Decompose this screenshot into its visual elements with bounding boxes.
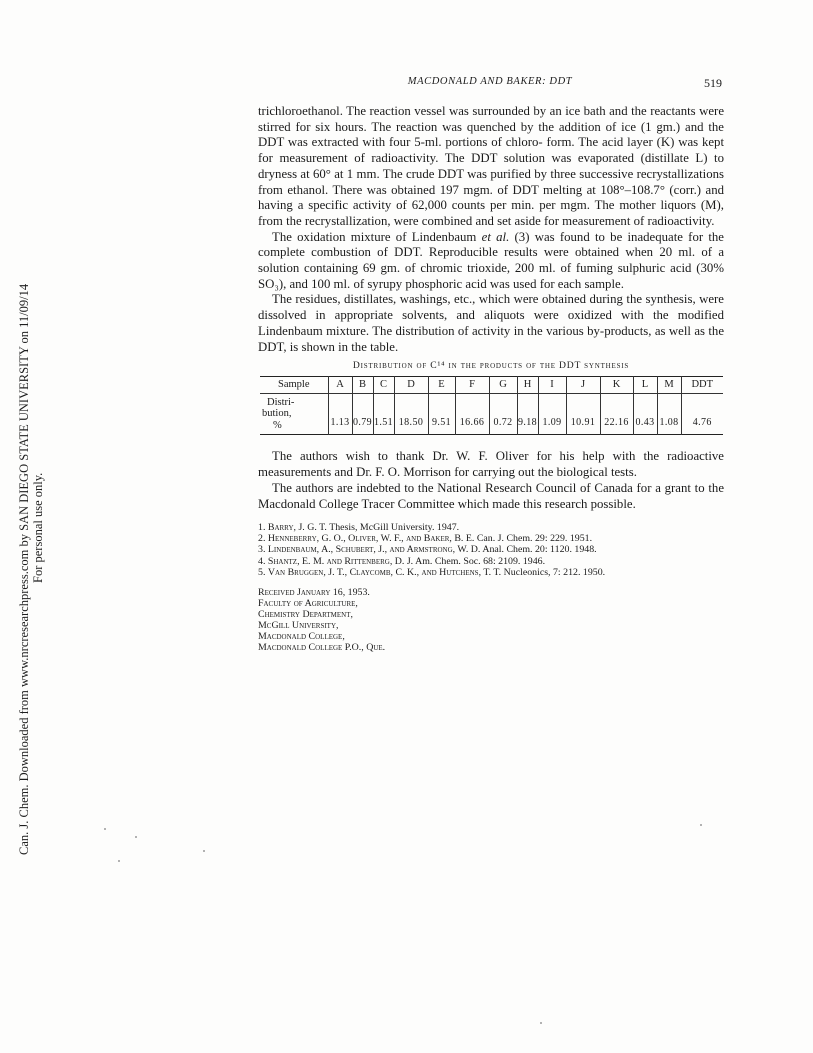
header-cell: D: [394, 377, 428, 394]
value-cell: 0.79: [352, 393, 373, 435]
header-cell: DDT: [681, 377, 723, 394]
reference-number: 5.: [258, 566, 266, 578]
received-date: Received January 16, 1953.: [258, 586, 370, 598]
download-notice: [17, 215, 47, 855]
row-label-line: bution,: [262, 408, 292, 420]
scan-speck: [203, 850, 205, 852]
paragraph-procedure: trichloroethanol. The reaction vessel was surrounded by an ice bath and the reactants were stirred for six hours. The reaction was quenched by the addition of ice (1 gm.) and the DDT was extracted with four 5-ml. portions of chloro- form. The acid layer (K) was kept for measurement of radioactivity. The DDT solution was evaporated (distillate L) to dryness at 60° at 1 mm. The crude DDT was purified by three successive recrystallizations from ethanol. There was obtained 197 mgm. of DDT melting at 108°–108.7° (corr.) and having a specific activity of 62,000 counts per min. per mgm. The mother liquors (M), from the recrystallization, were combined and set aside for measurement of radioactivity.: [258, 104, 724, 228]
paragraph-acknowledgment-2: The authors are indebted to the National Research Council of Canada for a grant to the Macdonald College Tracer Committee which made this research possible.: [258, 480, 724, 511]
reference-item: [258, 567, 724, 578]
download-notice-line-1: Can. J. Chem. Downloaded from www.nrcresearchpress.com by SAN DIEGO STATE UNIVERSITY on 11/09/14: [17, 283, 31, 855]
oxidation-text-end: (3) was found to be inadequate for the complete combustion of DDT. Reproducible results were obtained when 20 ml. of a solution containing 69 gm. of chromic trioxide, 200 ml. of fuming sulphuric acid (30% SO₃), and 100 ml. of syrupy phosphoric acid was used for each sample.: [258, 229, 724, 291]
reference-author: Lindenbaum, A., Schubert, J., and Armstrong, W. D.: [267, 544, 481, 556]
article-body: [258, 104, 724, 653]
value-cell: 1.51: [373, 393, 394, 435]
affiliation-line: Faculty of Agriculture,: [258, 597, 358, 609]
value-cell: 4.76: [681, 393, 723, 435]
reference-source: Thesis, McGill University. 1947.: [329, 522, 460, 534]
table-header-row: [260, 377, 723, 394]
scan-speck: [118, 860, 120, 862]
spacer: [258, 435, 724, 449]
reference-author: Henneberry, G. O., Oliver, W. F., and Baker, B. E.: [267, 533, 475, 545]
reference-author: Barry, J. G. T.: [267, 522, 327, 534]
reference-source: Nucleonics, 7: 212. 1950.: [503, 566, 606, 578]
reference-item: [258, 533, 724, 544]
header-sample: Sample: [278, 379, 310, 391]
value-cell: 9.18: [517, 393, 538, 435]
oxidation-text-start: The oxidation mixture of Lindenbaum: [272, 229, 482, 244]
row-label: [260, 393, 328, 435]
header-cell: G: [489, 377, 517, 394]
header-cell: B: [352, 377, 373, 394]
reference-number: 4.: [258, 555, 266, 567]
affiliation-line: Macdonald College P.O., Que.: [258, 642, 386, 654]
et-al-italic: et al.: [481, 229, 510, 244]
reference-author: Shantz, E. M. and Rittenberg, D.: [267, 555, 405, 567]
page-number: 519: [704, 76, 722, 90]
row-label-line: Distri-: [267, 396, 295, 408]
scan-speck: [135, 836, 137, 838]
received-block: [258, 587, 724, 654]
download-notice-line-2: For personal use only.: [31, 472, 45, 583]
value-cell: 10.91: [566, 393, 600, 435]
header-cell: J: [566, 377, 600, 394]
value-cell: 1.08: [657, 393, 681, 435]
reference-number: 1.: [258, 522, 266, 534]
affiliation-line: Macdonald College,: [258, 631, 345, 643]
affiliation-line: Chemistry Department,: [258, 608, 353, 620]
table-caption: Distribution of C¹⁴ in the products of the DDT synthesis: [352, 360, 630, 372]
reference-item: [258, 522, 724, 533]
table-row: [260, 393, 723, 435]
reference-number: 3.: [258, 544, 266, 556]
value-cell: 0.72: [489, 393, 517, 435]
header-cell: I: [538, 377, 566, 394]
scan-speck: [104, 828, 106, 830]
header-cell: H: [517, 377, 538, 394]
value-cell: 1.09: [538, 393, 566, 435]
header-cell: A: [328, 377, 352, 394]
header-cell: E: [428, 377, 455, 394]
value-cell: 22.16: [600, 393, 633, 435]
affiliation-line: McGill University,: [258, 620, 339, 632]
header-cell: F: [455, 377, 489, 394]
header-cell: L: [633, 377, 657, 394]
row-label-line: %: [273, 419, 282, 431]
paragraph-acknowledgment-1: The authors wish to thank Dr. W. F. Oliver for his help with the radioactive measurements and Dr. F. O. Morrison for carrying out the biological tests.: [258, 449, 724, 480]
value-cell: 18.50: [394, 393, 428, 435]
reference-list: [258, 522, 724, 577]
distribution-table: [260, 376, 723, 435]
paragraph-residues: The residues, distillates, washings, etc., which were obtained during the synthesis, were dissolved in appropriate solvents, and aliquots were oxidized with the modified Lindenbaum mixture. The distribution of activity in the various by-products, as well as the DDT, is shown in the table.: [258, 292, 724, 354]
reference-source: J. Am. Chem. Soc. 68: 2109. 1946.: [406, 555, 546, 567]
reference-item: [258, 556, 724, 567]
reference-item: [258, 544, 724, 555]
scan-speck: [540, 1022, 542, 1024]
value-cell: 16.66: [455, 393, 489, 435]
value-cell: 1.13: [328, 393, 352, 435]
header-cell: K: [600, 377, 633, 394]
header-cell: C: [373, 377, 394, 394]
value-cell: 9.51: [428, 393, 455, 435]
scan-speck: [700, 824, 702, 826]
reference-source: Anal. Chem. 20: 1120. 1948.: [482, 544, 597, 556]
running-head: [258, 76, 722, 92]
reference-number: 2.: [258, 533, 266, 545]
value-cell: 0.43: [633, 393, 657, 435]
header-cell: M: [657, 377, 681, 394]
paragraph-oxidation: [258, 230, 724, 293]
reference-source: Can. J. Chem. 29: 229. 1951.: [476, 533, 593, 545]
running-head-title: MACDONALD AND BAKER: DDT: [407, 76, 573, 87]
reference-author: Van Bruggen, J. T., Claycomb, C. K., and Hutchens, T. T.: [267, 566, 502, 578]
